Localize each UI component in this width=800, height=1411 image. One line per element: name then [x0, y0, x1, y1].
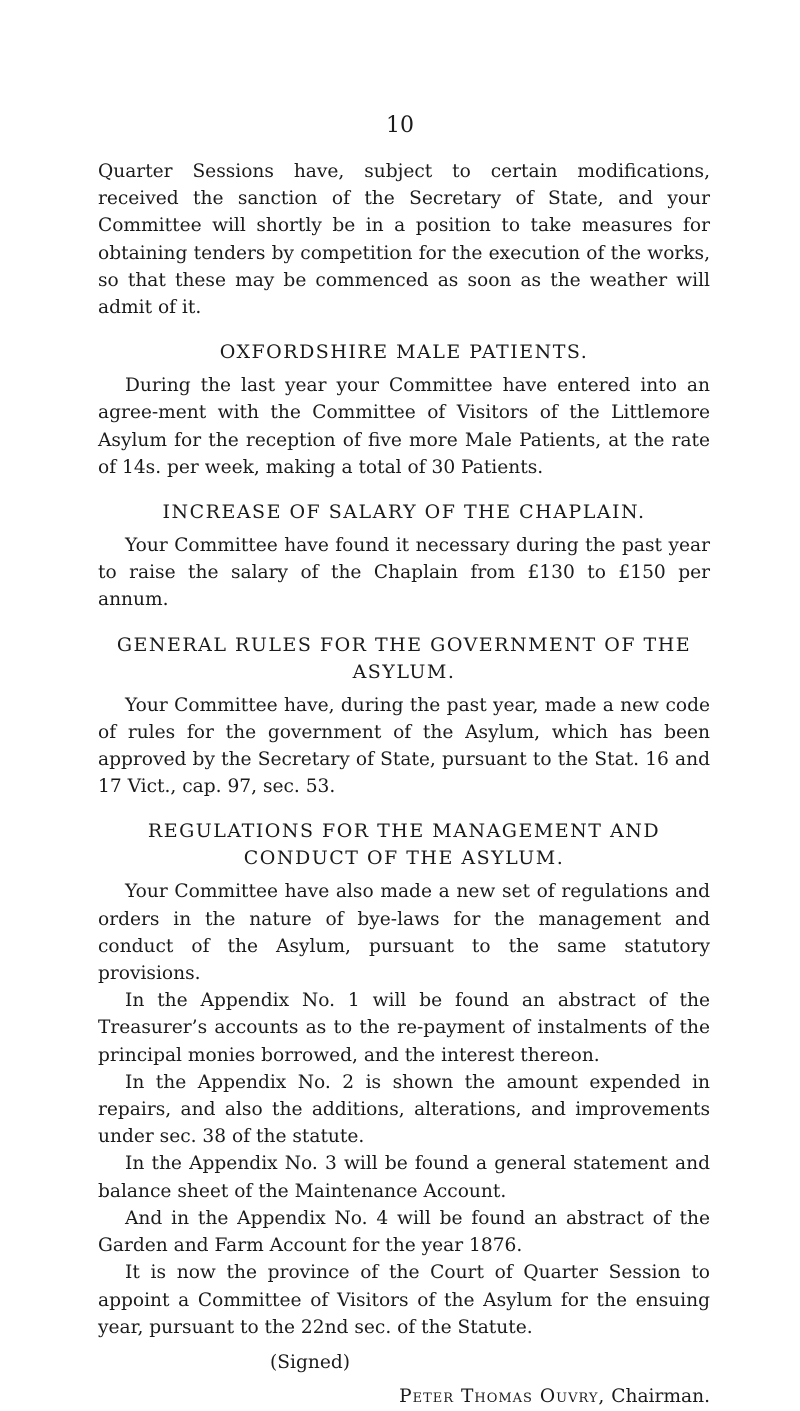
paragraph: During the last year your Committee have entered into an agree-ment with the Committee of Visitors of the Littlemore Asylum for the reception of five more Male Patients, at the rate of 14s. per week, making a total of 30 Patients. [98, 375, 710, 478]
signatory-title: Chairman. [611, 1385, 710, 1407]
paragraph: And in the Appendix No. 4 will be found an abstract of the Garden and Farm Account for the year 1876. [98, 1207, 710, 1257]
section-heading: REGULATIONS FOR THE MANAGEMENT AND CONDUCT OF THE ASYLUM. [147, 820, 661, 870]
section-chaplain-salary [98, 499, 710, 614]
paragraph: Your Committee have found it necessary during the past year to raise the salary of the Chaplain from £130 to £150 per annum. [98, 535, 710, 611]
paragraph: Your Committee have, during the past year, made a new code of rules for the government of the Asylum, which has been approved by the Secretary of State, pursuant to the Stat. 16 and 17 Vict., cap. 97, sec. 53. [98, 694, 710, 798]
section-heading: OXFORDSHIRE MALE PATIENTS. [219, 341, 589, 364]
paragraph: Your Committee have also made a new set of regulations and orders in the nature of bye-laws for the management and conduct of the Asylum, pursuant to the same statutory provisions. [98, 881, 710, 985]
paragraph: In the Appendix No. 2 is shown the amount expended in repairs, and also the additions, alterations, and improvements under sec. 38 of the statute. [98, 1071, 710, 1148]
paragraph: In the Appendix No. 1 will be found an abstract of the Treasurer’s accounts as to the re-payment of instalments of the principal monies borrowed, and the interest thereon. [98, 990, 710, 1066]
signatory-name: Peter Thomas Ouvry, [399, 1385, 606, 1407]
section-heading: INCREASE OF SALARY OF THE CHAPLAIN. [162, 501, 646, 524]
signed-label: (Signed) [270, 1351, 350, 1373]
paragraph: In the Appendix No. 3 will be found a general statement and balance sheet of the Maintenance Account. [98, 1153, 710, 1202]
section-general-rules [98, 632, 710, 801]
section-regulations [98, 818, 710, 1340]
intro-paragraph: Quarter Sessions have, subject to certain modifications, received the sanction of the Secretary of State, and your Committee will shortly be in a position to take measures for obtaining tenders by competition for the execution of the works, so that these may be commenced as soon as the weather will admit of it. [98, 161, 710, 319]
signature-line [98, 1383, 710, 1411]
page-number: 10 [386, 113, 414, 138]
section-heading: GENERAL RULES FOR THE GOVERNMENT OF THE ASYLUM. [116, 633, 692, 683]
paragraph: It is now the province of the Court of Quarter Session to appoint a Committee of Visitors of the Asylum for the ensuing year, pursuant to the 22nd sec. of the Statute. [98, 1262, 710, 1338]
body-text [98, 158, 710, 1411]
section-male-patients [98, 339, 710, 481]
